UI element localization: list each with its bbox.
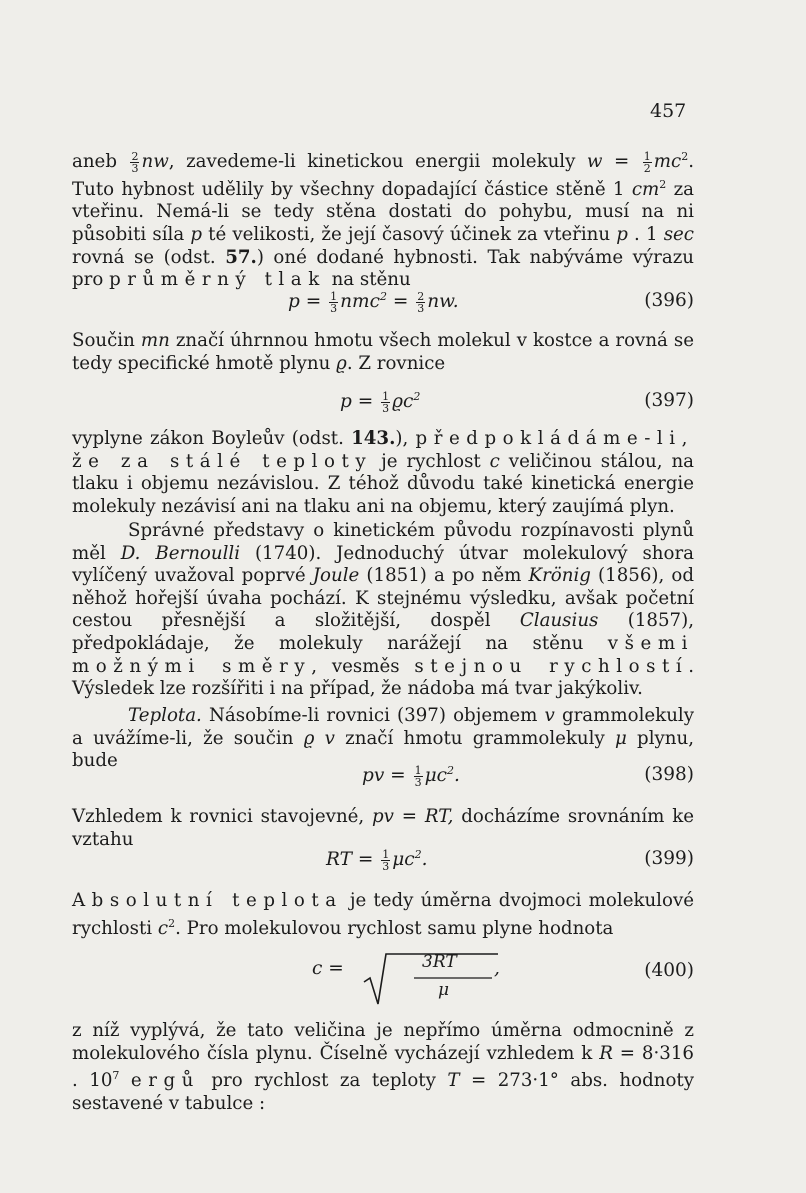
paragraph-boyle: vyplyne zákon Boyleův (odst. 143.), předpokládáme-li, že za stálé teploty je rychlost c veličinou stálou, na tlaku i objemu nezávislou. Z téhož důvodu také kinetická energie molekuly nezávisí ani na tlaku ani na objemu, který zaujímá plyn. [72,428,695,517]
page-number: 457 [650,100,687,122]
paragraph-density: Součin mn značí úhrnnou hmotu všech molekul v kostce a rovná se tedy specifické hmotě plynu ϱ. Z rovnice [72,330,694,374]
equation-396: p = $\frac{1}{3}$ nmc$^2$ = $\frac{2}{3}$ nw. (396) [288,289,694,315]
equation-398: pv = $\frac{1}{3}$ $\mu c^2$. (398) [362,763,694,789]
paragraph-temperature: Teplota. Násobíme-li rovnici (397) objemem v grammolekuly a uvážíme-li, že součin ϱ v značí hmotu grammolekuly μ plynu, bude [72,705,694,772]
equation-number: (397) [644,390,694,411]
paragraph-pressure: aneb $\frac{2}{3}$ nw, zavedeme-li kinetickou energii molekuly w = $\frac{1}{2}$ $mc^2$. Tuto hybnost udělily by všechny dopadající částice stěně 1 $cm^2$ za vteřinu. Nemá-li se tedy stěna dostati do pohybu, musí na ni působiti síla p té velikosti, že její časový účinek za vteřinu p . 1 sec rovná se (odst. 57.) oné dodané hybnosti. Tak nabýváme výrazu pro průměrný tlak na stěnu [72,149,695,291]
paragraph-numeric: z níž vyplývá, že tato veličina je nepřímo úměrna odmocnině z molekulového čísla plynu. Číselně vycházejí vzhledem k R = 8·316 . $10^7$ ergů pro rychlost za teploty T = 273·1° abs. hodnoty sestavené v tabulce : [72,1020,694,1114]
equation-399: RT = $\frac{1}{3}$ $\mu c^2$. (399) [326,847,694,873]
paragraph-absolute-temperature: Absolutní teplota je tedy úměrna dvojmoci molekulové rychlosti $c^2$. Pro molekulovou rychlost samu plyne hodnota [72,890,694,939]
paragraph-state-equation: Vzhledem k rovnici stavojevné, pv = RT, docházíme srovnáním ke vztahu [72,806,694,850]
equation-number: (398) [644,764,694,785]
equation-number: (400) [644,960,694,981]
equation-number: (396) [644,290,694,311]
equation-397: p = $\frac{1}{3}$ $ϱc^2$ (397) [340,389,694,415]
paragraph-history: Správné představy o kinetickém původu rozpínavosti plynů měl D. Bernoulli (1740). Jednoduchý útvar molekulový shora vylíčený uvažoval poprvé Joule (1851) a po něm Krönig (1856), od něhož hořejší úvaha pochází. K stejnému výsledku, avšak početní cestou přesnější a složitější, dospěl Clausius (1857), předpokládaje, že molekuly narážejí na stěnu všemi možnými směry, vesměs stejnou rychlostí. Výsledek lze rozšířiti i na případ, že nádoba má tvar jakýkoliv. [72,520,694,700]
section-heading: Teplota. [128,705,202,726]
equation-number: (399) [644,848,694,869]
equation-400: c = 3RT μ , (400) [72,950,694,1006]
